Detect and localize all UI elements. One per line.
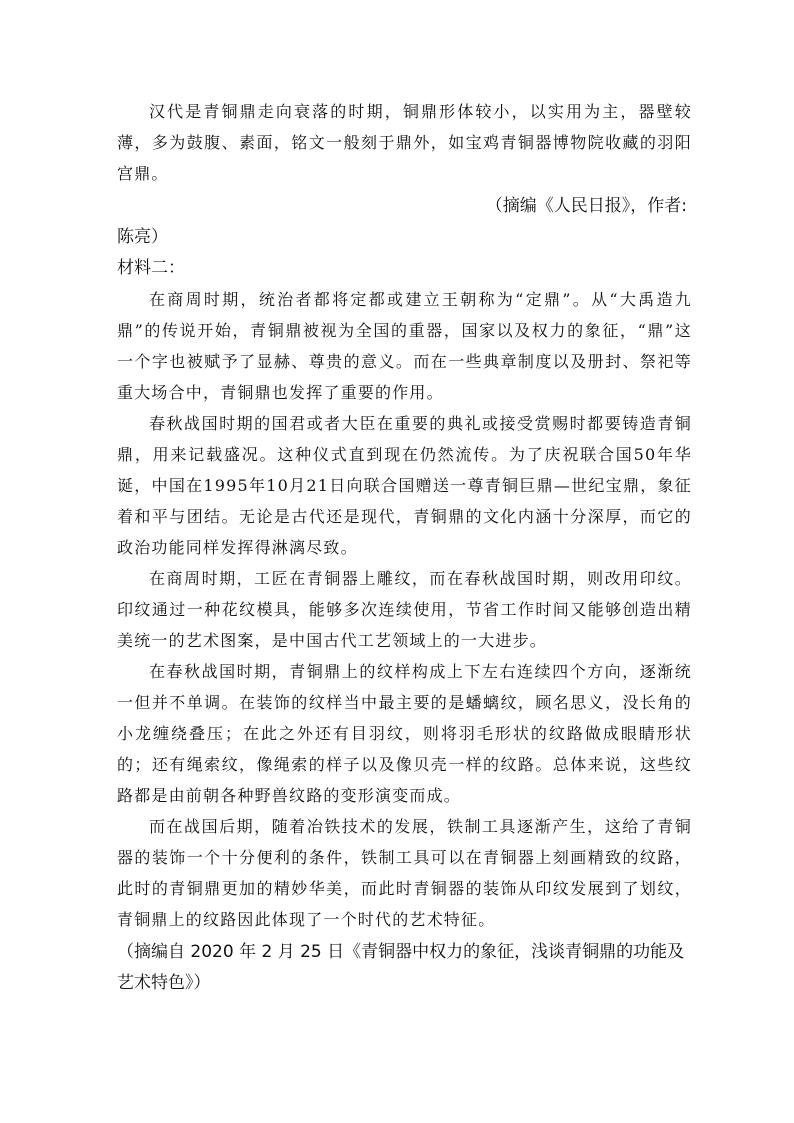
material-one-source-line2: 陈亮）: [117, 227, 168, 247]
material-two-paragraph-2: 春秋战国时期的国君或者大臣在重要的典礼或接受赏赐时都要铸造青铜鼎，用来记载盛况。这种仪式直到现在仍然流传。为了庆祝联合国50年华诞，中国在1995年10月21日向联合国赠送一尊青铜巨鼎—世纪宝鼎，象征着和平与团结。无论是古代还是现代，青铜鼎的文化内涵十分深厚，而它的政治功能同样发挥得淋漓尽致。: [117, 414, 692, 557]
material-two-label: 材料二：: [117, 258, 185, 278]
material-two-paragraph-4: 在春秋战国时期，青铜鼎上的纹样构成上下左右连续四个方向，逐渐统一但并不单调。在装饰的纹样当中最主要的是蟠螭纹，顾名思义，没长角的小龙缠绕叠压；在此之外还有目羽纹，则将羽毛形状的纹路做成眼睛形状的；还有绳索纹，像绳索的样子以及像贝壳一样的纹路。总体来说，这些纹路都是由前朝各种野兽纹路的变形演变而成。: [117, 662, 692, 805]
material-two-paragraph-5: 而在战国后期，随着冶铁技术的发展，铁制工具逐渐产生，这给了青铜器的装饰一个十分便利的条件，铁制工具可以在青铜器上刻画精致的纹路，此时的青铜鼎更加的精妙华美，而此时青铜器的装饰从印纹发展到了划纹，青铜鼎上的纹路因此体现了一个时代的艺术特征。: [117, 817, 692, 929]
material-two-paragraph-3: 在商周时期，工匠在青铜器上雕纹，而在春秋战国时期，则改用印纹。印纹通过一种花纹模具，能够多次连续使用，节省工作时间又能够创造出精美统一的艺术图案，是中国古代工艺领域上的一大进步。: [117, 569, 692, 650]
document-body: [117, 96, 692, 999]
material-one-source-line1: （摘编《人民日报》，作者:: [485, 196, 687, 216]
material-two-paragraph-1: 在商周时期，统治者都将定都或建立王朝称为“定鼎”。从“大禹造九鼎”的传说开始，青铜鼎被视为全国的重器，国家以及权力的象征，“鼎”这一个字也被赋予了显赫、尊贵的意义。而在一些典章制度以及册封、祭祀等重大场合中，青铜鼎也发挥了重要的作用。: [117, 290, 692, 402]
material-one-closing-paragraph: 汉代是青铜鼎走向衰落的时期，铜鼎形体较小，以实用为主，器壁较薄，多为鼓腹、素面，铭文一般刻于鼎外，如宝鸡青铜器博物院收藏的羽阳宫鼎。: [117, 102, 692, 183]
material-two-source: （摘编自 2020 年 2 月 25 日《青铜器中权力的象征，浅谈青铜鼎的功能及艺术特色》）: [117, 942, 685, 993]
